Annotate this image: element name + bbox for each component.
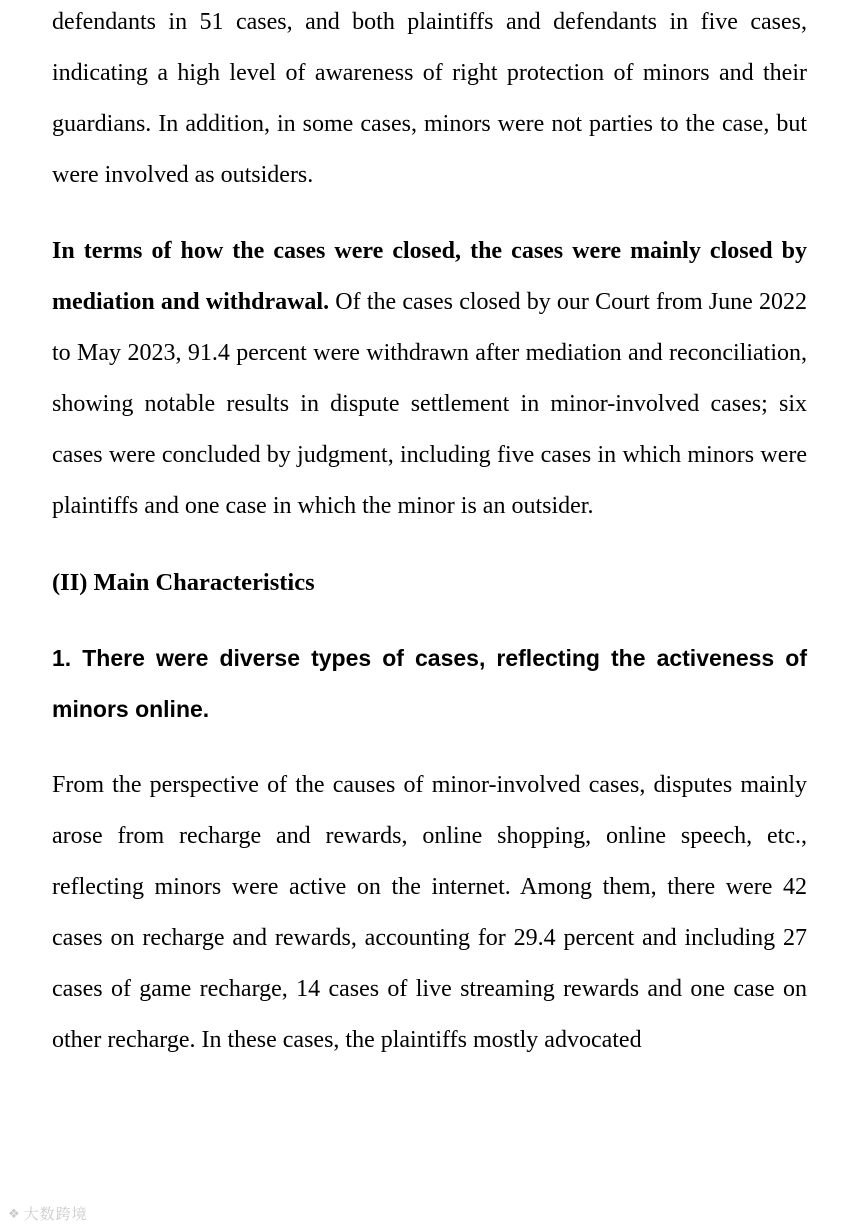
paragraph-text: Of the cases closed by our Court from June 2022 to May 2023, 91.4 percent were withdrawn after mediation and reconciliation, showing notable results in dispute settlement in minor-involved cases; six cases were concluded by judgment, including five cases in which minors were plaintiffs and one case in which the minor is an outsider. <box>52 289 807 519</box>
subsection-heading-diverse-case-types: 1. There were diverse types of cases, reflecting the activeness of minors online. <box>52 645 807 722</box>
paragraph-case-causes: From the perspective of the causes of minor-involved cases, disputes mainly arose from recharge and rewards, online shopping, online speech, etc., reflecting minors were active on the internet. Among them, there were 42 cases on recharge and rewards, accounting for 29.4 percent and including 27 cases of game recharge, 14 cases of live streaming rewards and one case on other recharge. In these cases, the plaintiffs mostly advocated <box>52 772 807 1053</box>
paragraph-case-closure <box>52 226 807 532</box>
watermark-text: 大数跨境 <box>23 1205 88 1223</box>
section-heading-main-characteristics: (II) Main Characteristics <box>52 569 315 596</box>
paragraph-bold-lead: In terms of how the cases were closed, the cases were mainly closed by mediation and withdrawal. <box>52 238 807 315</box>
watermark-logo-icon: ❖ <box>8 1207 21 1222</box>
watermark <box>8 1203 88 1224</box>
paragraph-continuation: defendants in 51 cases, and both plaintiffs and defendants in five cases, indicating a high level of awareness of right protection of minors and their guardians. In addition, in some cases, minors were not parties to the case, but were involved as outsiders. <box>52 9 807 188</box>
